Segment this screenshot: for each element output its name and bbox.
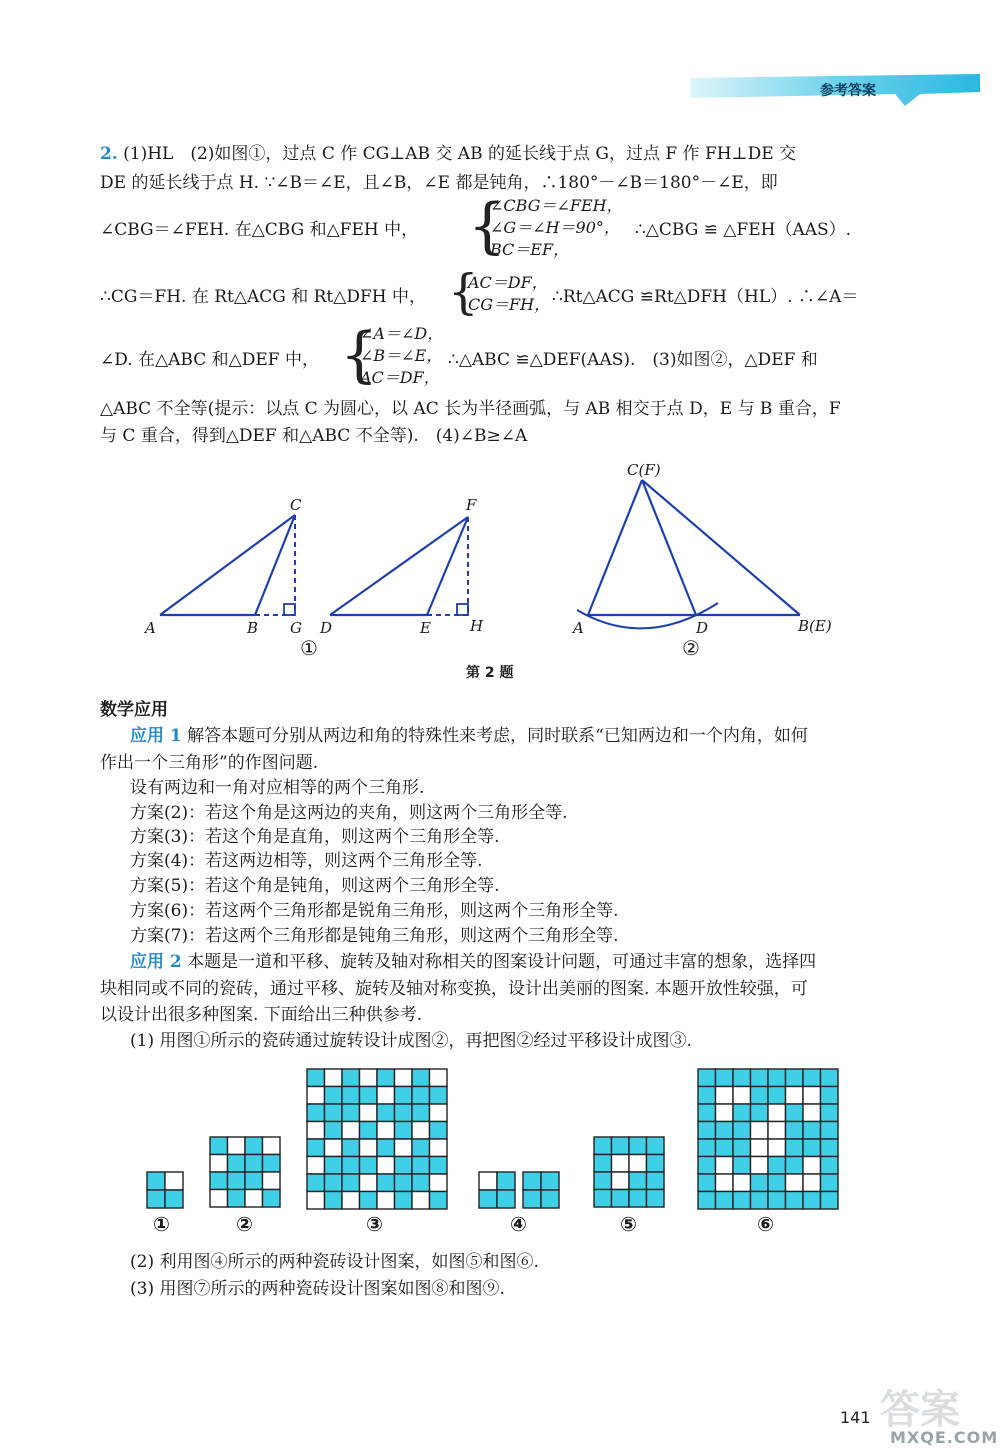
brace-3: { xyxy=(340,320,379,390)
tile-cell xyxy=(698,1157,716,1175)
tile-cell xyxy=(594,1172,612,1190)
tile-cell xyxy=(821,1069,839,1087)
app1-text-1: 解答本题可分别从两边和角的特殊性来考虑，同时联系“已知两边和一个内角，如何 xyxy=(187,726,808,746)
tile-cell xyxy=(698,1122,716,1140)
tile-figure-3 xyxy=(306,1068,448,1210)
tile-cell xyxy=(803,1122,821,1140)
q2-line-2: DE 的延长线于点 H. ∵∠B＝∠E，且∠B，∠E 都是钝角，∴180°－∠B＝180°－∠E，即 xyxy=(100,173,778,193)
tile-number-2: ② xyxy=(236,1212,253,1236)
label-d: D xyxy=(696,619,709,637)
tile-cell xyxy=(541,1172,559,1190)
tile-cell xyxy=(430,1174,448,1192)
tile-cell xyxy=(786,1104,804,1122)
tile-cell xyxy=(821,1104,839,1122)
tile-cell xyxy=(228,1155,246,1173)
tile-cell xyxy=(612,1155,630,1173)
system-1-row: ∠G＝∠H＝90°， xyxy=(490,218,620,237)
tile-cell xyxy=(629,1137,647,1155)
tile-cell xyxy=(821,1157,839,1175)
tile-cell xyxy=(523,1190,541,1208)
tile-cell xyxy=(768,1174,786,1192)
tile-cell xyxy=(395,1122,413,1140)
tile-cell xyxy=(541,1190,559,1208)
q2-line-5b: ∴△ABC ≌△DEF(AAS). (3)如图②，△DEF 和 xyxy=(448,350,818,370)
tile-cell xyxy=(377,1174,395,1192)
tile-cell xyxy=(325,1069,343,1087)
tile-cell xyxy=(751,1087,769,1105)
tile-cell xyxy=(307,1122,325,1140)
tile-cell xyxy=(733,1139,751,1157)
tile-cell xyxy=(377,1157,395,1175)
tile-cell xyxy=(395,1174,413,1192)
app1-line-1 xyxy=(130,724,808,748)
tile-cell xyxy=(786,1139,804,1157)
app2-line-1 xyxy=(130,950,816,974)
figure-1 xyxy=(143,496,302,637)
tile-cell xyxy=(698,1174,716,1192)
q2-text-1: (1)HL (2)如图①，过点 C 作 CG⊥AB 交 AB 的延长线于点 G，过点 F 作 FH⊥DE 交 xyxy=(123,144,797,164)
tile-cell xyxy=(629,1155,647,1173)
tile-cell xyxy=(733,1157,751,1175)
q2-line-1 xyxy=(100,142,796,166)
q2-line-6: △ABC 不全等(提示：以点 C 为圆心，以 AC 长为半径画弧，与 AB 相交于点 D，E 与 B 重合，F xyxy=(100,399,841,419)
tile-cell xyxy=(803,1069,821,1087)
tile-cell xyxy=(821,1087,839,1105)
label-a: A xyxy=(145,619,156,637)
tile-cell xyxy=(768,1122,786,1140)
plan-3: 方案(3)：若这个角是直角，则这两个三角形全等. xyxy=(130,827,500,847)
tile-cell xyxy=(395,1104,413,1122)
tile-cell xyxy=(228,1137,246,1155)
tile-cell xyxy=(307,1192,325,1210)
tile-figure-1 xyxy=(146,1171,184,1209)
q2-line-5a: ∠D. 在△ABC 和△DEF 中， xyxy=(100,350,319,370)
tile-cell xyxy=(412,1157,430,1175)
system-2 xyxy=(468,272,550,316)
tile-cell xyxy=(821,1139,839,1157)
scheme-2: (2) 利用图④所示的两种瓷砖设计图案，如图⑤和图⑥. xyxy=(130,1252,539,1272)
label-c: C xyxy=(290,496,302,514)
tile-cell xyxy=(430,1157,448,1175)
label-cf: C(F) xyxy=(627,461,661,479)
tile-cell xyxy=(479,1190,497,1208)
tile-cell xyxy=(377,1104,395,1122)
app1-line-2: 作出一个三角形”的作图问题. xyxy=(100,753,319,773)
tile-cell xyxy=(412,1139,430,1157)
tile-cell xyxy=(821,1174,839,1192)
tile-cell xyxy=(325,1192,343,1210)
label-b: B xyxy=(247,619,259,637)
tile-cell xyxy=(751,1139,769,1157)
tile-cell xyxy=(612,1190,630,1208)
tile-cell xyxy=(412,1069,430,1087)
tile-cell xyxy=(479,1172,497,1190)
tile-cell xyxy=(395,1087,413,1105)
tile-cell xyxy=(430,1192,448,1210)
watermark-url: MXQE.COM xyxy=(890,1428,999,1447)
tile-cell xyxy=(629,1190,647,1208)
tile-cell xyxy=(228,1172,246,1190)
tile-cell xyxy=(325,1122,343,1140)
tile-cell xyxy=(342,1192,360,1210)
tile-cell xyxy=(768,1087,786,1105)
section-title: 数学应用 xyxy=(100,700,168,720)
tile-cell xyxy=(786,1192,804,1210)
figure-number-2: ② xyxy=(682,636,700,660)
system-3-row: ∠A＝∠D， xyxy=(360,324,444,343)
tile-cell xyxy=(412,1192,430,1210)
tile-number-1: ① xyxy=(153,1212,170,1236)
tile-cell xyxy=(803,1139,821,1157)
right-angle-mark xyxy=(457,604,468,615)
tile-number-3: ③ xyxy=(366,1212,383,1236)
tile-cell xyxy=(751,1157,769,1175)
tile-number-5: ⑤ xyxy=(620,1212,637,1236)
plan-5: 方案(5)：若这个角是钝角，则这两个三角形全等. xyxy=(130,876,500,896)
system-2-row: AC＝DF， xyxy=(468,273,548,292)
tile-cell xyxy=(430,1087,448,1105)
right-angle-mark xyxy=(284,604,295,615)
tile-cell xyxy=(698,1087,716,1105)
tile-cell xyxy=(210,1137,228,1155)
system-1 xyxy=(490,195,623,261)
figure-caption: 第 2 题 xyxy=(466,665,514,681)
tile-cell xyxy=(430,1104,448,1122)
tile-cell xyxy=(325,1104,343,1122)
tile-cell xyxy=(751,1069,769,1087)
tile-cell xyxy=(307,1139,325,1157)
tile-cell xyxy=(360,1087,378,1105)
tile-cell xyxy=(325,1157,343,1175)
tile-cell xyxy=(342,1157,360,1175)
tile-cell xyxy=(360,1157,378,1175)
tile-cell xyxy=(612,1172,630,1190)
label-g: G xyxy=(290,619,302,637)
tile-cell xyxy=(716,1069,734,1087)
tile-cell xyxy=(245,1137,263,1155)
tile-cell xyxy=(768,1104,786,1122)
tile-number-6: ⑥ xyxy=(757,1212,774,1236)
geometry-figures xyxy=(130,455,870,685)
tile-cell xyxy=(307,1157,325,1175)
tile-cell xyxy=(716,1122,734,1140)
tile-cell xyxy=(342,1087,360,1105)
tile-cell xyxy=(430,1122,448,1140)
tile-cell xyxy=(165,1172,183,1190)
tile-cell xyxy=(342,1122,360,1140)
tile-cell xyxy=(768,1192,786,1210)
tile-cell xyxy=(716,1157,734,1175)
tile-cell xyxy=(594,1137,612,1155)
tile-cell xyxy=(307,1069,325,1087)
label-be: B(E) xyxy=(798,617,832,635)
label-f: F xyxy=(466,496,477,514)
tile-cell xyxy=(803,1192,821,1210)
tile-cell xyxy=(412,1122,430,1140)
tile-cell xyxy=(786,1174,804,1192)
tile-cell xyxy=(342,1139,360,1157)
system-3 xyxy=(360,323,443,389)
tile-cell xyxy=(210,1172,228,1190)
tile-cell xyxy=(751,1192,769,1210)
tile-cell xyxy=(716,1087,734,1105)
tile-cell xyxy=(360,1139,378,1157)
tile-cell xyxy=(716,1192,734,1210)
tile-cell xyxy=(716,1104,734,1122)
tile-cell xyxy=(263,1137,281,1155)
tile-cell xyxy=(412,1174,430,1192)
tile-cell xyxy=(647,1137,665,1155)
tile-cell xyxy=(377,1069,395,1087)
tile-cell xyxy=(733,1192,751,1210)
tile-cell xyxy=(360,1069,378,1087)
app1-label: 应用 1 xyxy=(130,726,182,746)
tile-cell xyxy=(768,1157,786,1175)
tile-cell xyxy=(733,1104,751,1122)
tile-cell xyxy=(716,1139,734,1157)
tile-cell xyxy=(803,1157,821,1175)
tile-cell xyxy=(377,1139,395,1157)
app2-text-1: 本题是一道和平移、旋转及轴对称相关的图案设计问题，可通过丰富的想象，选择四 xyxy=(187,952,817,972)
q2-line-3b: ∴△CBG ≌ △FEH（AAS）. xyxy=(635,220,852,240)
tile-figure-6 xyxy=(697,1068,839,1210)
tile-cell xyxy=(395,1192,413,1210)
plan-6: 方案(6)：若这两个三角形都是锐角三角形，则这两个三角形全等. xyxy=(130,901,619,921)
page-number: 141 xyxy=(840,1408,871,1427)
tile-cell xyxy=(803,1104,821,1122)
tile-cell xyxy=(360,1192,378,1210)
label-e: E xyxy=(420,619,431,637)
side-cd xyxy=(642,480,696,615)
tile-cell xyxy=(803,1174,821,1192)
figure-3 xyxy=(571,461,832,637)
tile-cell xyxy=(263,1172,281,1190)
tile-cell xyxy=(647,1155,665,1173)
brace-1: { xyxy=(468,191,507,261)
tile-cell xyxy=(165,1190,183,1208)
label-d: D xyxy=(320,619,333,637)
tile-cell xyxy=(210,1155,228,1173)
label-a: A xyxy=(573,619,584,637)
tile-cell xyxy=(307,1087,325,1105)
tile-cell xyxy=(147,1190,165,1208)
tile-cell xyxy=(647,1172,665,1190)
system-3-row: AC＝DF， xyxy=(360,368,440,387)
tile-cell xyxy=(751,1174,769,1192)
label-h: H xyxy=(470,617,484,635)
tile-cell xyxy=(497,1190,515,1208)
tile-cell xyxy=(821,1122,839,1140)
tile-cell xyxy=(698,1192,716,1210)
header-label: 参考答案 xyxy=(820,83,876,99)
tile-cell xyxy=(786,1122,804,1140)
tile-cell xyxy=(360,1104,378,1122)
svg-text:答案: 答案 xyxy=(880,1387,960,1433)
plan-4: 方案(4)：若这两边相等，则这两个三角形全等. xyxy=(130,851,483,871)
tile-cell xyxy=(768,1069,786,1087)
plan-7: 方案(7)：若这两个三角形都是钝角三角形，则这两个三角形全等. xyxy=(130,926,619,946)
tile-cell xyxy=(594,1155,612,1173)
tile-cell xyxy=(377,1087,395,1105)
tile-cell xyxy=(395,1069,413,1087)
tile-cell xyxy=(342,1174,360,1192)
tile-cell xyxy=(594,1190,612,1208)
tile-cell xyxy=(612,1137,630,1155)
side-cb xyxy=(642,480,800,615)
tile-cell xyxy=(430,1139,448,1157)
tile-cell xyxy=(786,1087,804,1105)
tile-cell xyxy=(523,1172,541,1190)
app2-line-3: 以设计出很多种图案. 下面给出三种供参考. xyxy=(100,1005,423,1025)
tile-cell xyxy=(228,1190,246,1208)
plan-intro: 设有两边和一角对应相等的两个三角形. xyxy=(130,778,425,798)
tile-cell xyxy=(377,1192,395,1210)
tile-cell xyxy=(377,1122,395,1140)
tile-cell xyxy=(360,1122,378,1140)
q2-line-4b: ∴Rt△ACG ≌Rt△DFH（HL）. ∴∠A＝ xyxy=(552,287,859,307)
brace-2: { xyxy=(448,264,479,320)
tile-cell xyxy=(733,1122,751,1140)
system-2-row: CG＝FH， xyxy=(468,295,551,314)
tile-cell xyxy=(629,1172,647,1190)
scheme-1: (1) 用图①所示的瓷砖通过旋转设计成图②，再把图②经过平移设计成图③. xyxy=(130,1031,692,1051)
tile-cell xyxy=(412,1087,430,1105)
tile-figure-4 xyxy=(478,1171,560,1209)
tile-cell xyxy=(733,1069,751,1087)
figure-2 xyxy=(319,496,484,637)
tile-cell xyxy=(786,1069,804,1087)
tile-cell xyxy=(497,1172,515,1190)
tile-figure-2 xyxy=(209,1136,281,1208)
tile-cell xyxy=(698,1069,716,1087)
scheme-3: (3) 用图⑦所示的两种瓷砖设计图案如图⑧和图⑨. xyxy=(130,1279,505,1299)
tile-cell xyxy=(245,1190,263,1208)
tile-cell xyxy=(430,1069,448,1087)
tile-cell xyxy=(412,1104,430,1122)
tile-cell xyxy=(768,1139,786,1157)
tile-cell xyxy=(325,1087,343,1105)
tile-cell xyxy=(360,1174,378,1192)
system-3-row: ∠B＝∠E， xyxy=(360,346,443,365)
tile-cell xyxy=(821,1192,839,1210)
tile-cell xyxy=(786,1157,804,1175)
tile-cell xyxy=(325,1139,343,1157)
tile-cell xyxy=(751,1122,769,1140)
tile-cell xyxy=(698,1139,716,1157)
tile-cell xyxy=(342,1104,360,1122)
app2-line-2: 块相同或不同的瓷砖，通过平移、旋转及轴对称变换，设计出美丽的图案. 本题开放性较强，可 xyxy=(100,979,808,999)
tile-number-4: ④ xyxy=(510,1212,527,1236)
tile-cell xyxy=(647,1190,665,1208)
app2-label: 应用 2 xyxy=(130,952,182,972)
side-ca xyxy=(588,480,642,615)
system-1-row: BC＝EF， xyxy=(490,240,570,259)
tile-cell xyxy=(307,1104,325,1122)
plan-2: 方案(2)：若这个角是这两边的夹角，则这两个三角形全等. xyxy=(130,803,568,823)
tile-cell xyxy=(263,1155,281,1173)
q2-number: 2. xyxy=(100,144,118,164)
tile-cell xyxy=(245,1172,263,1190)
tile-cell xyxy=(716,1174,734,1192)
q2-line-3a: ∠CBG＝∠FEH. 在△CBG 和△FEH 中， xyxy=(100,220,419,240)
tile-cell xyxy=(751,1104,769,1122)
system-1-row: ∠CBG＝∠FEH， xyxy=(490,196,623,215)
tile-cell xyxy=(245,1155,263,1173)
tile-cell xyxy=(733,1174,751,1192)
tile-cell xyxy=(210,1190,228,1208)
tile-figure-5 xyxy=(593,1136,665,1208)
figure-number-1: ① xyxy=(300,636,318,660)
tile-cell xyxy=(698,1104,716,1122)
tile-cell xyxy=(342,1069,360,1087)
tile-cell xyxy=(263,1190,281,1208)
q2-line-7: 与 C 重合，得到△DEF 和△ABC 不全等). (4)∠B≥∠A xyxy=(100,426,528,446)
tile-cell xyxy=(307,1174,325,1192)
tile-cell xyxy=(325,1174,343,1192)
tile-cell xyxy=(147,1172,165,1190)
tile-cell xyxy=(395,1157,413,1175)
q2-line-4a: ∴CG＝FH. 在 Rt△ACG 和 Rt△DFH 中， xyxy=(100,287,426,307)
tile-cell xyxy=(733,1087,751,1105)
tile-cell xyxy=(803,1087,821,1105)
tile-cell xyxy=(395,1139,413,1157)
